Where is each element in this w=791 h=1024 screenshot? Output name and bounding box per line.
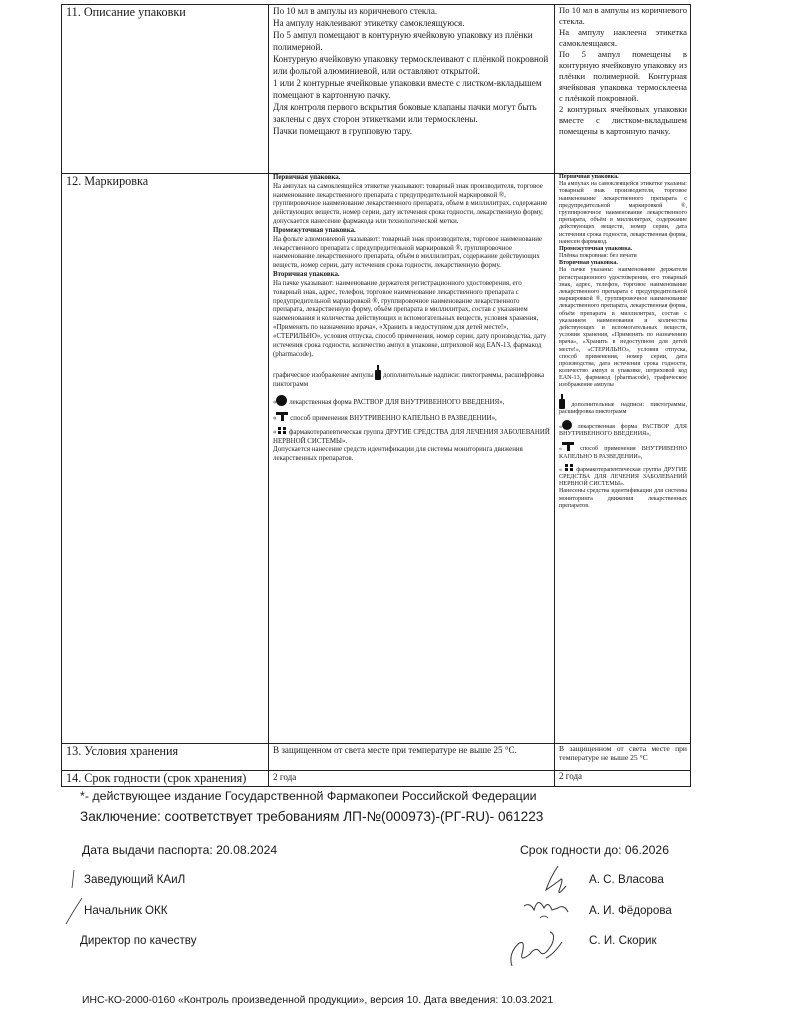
table-row: [62, 5, 691, 174]
table-row: [62, 744, 691, 771]
primary-pack-heading: Первичная упаковка.: [559, 174, 619, 180]
signer-name: А. И. Фёдорова: [589, 904, 672, 917]
expiry-date: Срок годности до: 06.2026: [520, 843, 669, 857]
packaging-result-text: По 10 мл в ампулы из коричневого стекла.: [559, 5, 687, 26]
marking-result-text: дополнительные надписи: пиктограммы, расшифровка пиктограмм: [559, 394, 687, 416]
storage-result: В защищенном от света месте при температуре не выше 25 °С: [555, 744, 691, 771]
shelf-life-result: 2 года: [555, 771, 691, 787]
marking-text: « лекарственная форма РАСТВОР ДЛЯ ВНУТРИВЕННОГО ВВЕДЕНИЯ»,: [273, 395, 551, 408]
conclusion: Заключение: соответствует требованиям ЛП-№(000973)-(РГ-RU)- 061223: [80, 809, 544, 824]
drip-pictogram-icon: [276, 412, 288, 421]
marking-text: На пачке указывают: наименование держателя регистрационного удостоверения, его товарный знак, адрес, телефон, торговое наименование лекарственного препарата с предупредительной маркировкой ®, группировочное наименование лекарственного препарата, лекарственную форму, объём препарата в миллилитрах, состав с указанием наименования и количества действующих и вспомогательных веществ, условия хранения, «Применять по назначению врача», «Хранить в недоступном для детей месте!», «СТЕРИЛЬНО», условия отпуска, способ применения, номер серии, дату производства, дату истечения срока годности, количество ампул в упаковке, штриховой код EAN-13, фармакод (pharmacode),: [273, 279, 547, 358]
signature-marks: [60, 862, 100, 932]
marking-text: Допускается нанесение средств идентификации для системы мониторинга движения лекарственных препаратов.: [273, 446, 523, 463]
packaging-text: По 5 ампул помещают в контурную ячейковую упаковку из плёнки полимерной.: [273, 30, 533, 52]
shelf-life-requirement: 2 года: [269, 771, 555, 787]
marking-text: « способ применения ВНУТРИВЕННО КАПЕЛЬНО В РАЗВЕДЕНИИ»,: [273, 412, 551, 424]
marking-text: графическое изображение ампулы дополнительные надписи: пиктограммы, расшифровка пиктограмм: [273, 365, 551, 390]
secondary-pack-heading: Вторичная упаковка.: [273, 271, 340, 279]
primary-pack-heading: Первичная упаковка.: [273, 174, 341, 181]
marking-text: На фольге алюминиевой указывают: товарный знак производителя, торговое наименование лекарственного препарата с предупредительной маркировкой ®, группировочное наименование лекарственного препарата, объём в миллилитрах, содержание действующих веществ, номер серии, дату истечения срока годности, лекарственную форму.: [273, 235, 542, 270]
footnote: *- действующее издание Государственной Фармакопеи Российской Федерации: [80, 789, 537, 803]
row-label-marking: 12. Маркировка: [62, 174, 269, 744]
intermediate-pack-heading: Промежуточная упаковка.: [559, 245, 633, 252]
marking-text: На ампулах на самоклеящейся этикетке указывают: товарный знак производителя, торговое наименование лекарственного препарата с предупредительной маркировкой ®, группировочное наименование лекарственного препарата, объем в миллилитрах, содержание действующих веществ, номер серии, дату истечения срока годности, лекарственную форму, допускается нанесение фармакода или технологической метки.: [273, 182, 548, 226]
packaging-text: 1 или 2 контурные ячейковые упаковки вместе с листком-вкладышем помещают в картонную пачку.: [273, 78, 542, 100]
pharmacotherapeutic-pictogram-icon: [278, 427, 287, 434]
marking-result-text: На ампулах на самоклеящейся этикетке указаны: товарный знак производителя, торговое наименование лекарственного препарата с предупредительной маркировкой ®, группировочное наименование лекарственного препарата, объём в миллилитрах, содержание действующих веществ, номер серии, дата истечения срока годности, лекарственная форма, нанесен фармакод.: [559, 181, 687, 245]
signer-role: Директор по качеству: [80, 934, 197, 947]
table-row: [62, 771, 691, 787]
packaging-text: Пачки помещают в групповую тару.: [273, 126, 412, 136]
signer-name: А. С. Власова: [589, 873, 664, 886]
handwritten-signature-icon: [500, 858, 600, 978]
signer-name: С. И. Скорик: [589, 934, 657, 947]
dosage-form-pictogram-icon: [276, 395, 287, 406]
packaging-text: Для контроля первого вскрытия боковые клапаны пачки могут быть заклены с двух сторон этикетками или термосклены.: [273, 102, 537, 124]
packaging-result-text: 2 контурных ячейковых упаковки вместе с листком-вкладышем помещены в картонную пачку.: [559, 104, 687, 136]
drip-pictogram-icon: [562, 442, 574, 451]
marking-result-text: Плёнка покровная: без печати: [559, 253, 637, 260]
document-code: ИНС-КО-2000-0160 «Контроль произведенной продукции», версия 10. Дата введения: 10.03.2021: [82, 995, 554, 1006]
signer-role: Начальник ОКК: [84, 904, 168, 917]
packaging-result-text: На ампулу наклеена этикетка самоклеящаяся.: [559, 27, 687, 48]
marking-result-text: Нанесены средства идентификации для системы мониторинга движения лекарственных препаратов.: [559, 488, 687, 509]
packaging-result: [555, 5, 691, 174]
packaging-requirement: [269, 5, 555, 174]
marking-result-text: « фармакотерапевтическая группа ДРУГИЕ СРЕДСТВА ДЛЯ ЛЕЧЕНИЯ ЗАБОЛЕВАНИЙ НЕРВНОЙ СИСТЕМЫ».: [559, 464, 687, 489]
row-label-packaging: 11. Описание упаковки: [62, 5, 269, 174]
issue-date: Дата выдачи паспорта: 20.08.2024: [82, 843, 278, 857]
marking-requirement: [269, 174, 555, 744]
packaging-text: По 10 мл в ампулы из коричневого стекла.: [273, 6, 438, 16]
storage-requirement: В защищенном от света месте при температуре не выше 25 °С.: [269, 744, 555, 771]
specification-table: [61, 4, 691, 787]
ampoule-icon: [559, 394, 565, 409]
packaging-result-text: По 5 ампул помещены в контурную ячейковую упаковку из плёнки полимерной. Контурная ячейковая упаковка термосклеена с плёнкой покровной.: [559, 49, 687, 103]
intermediate-pack-heading: Промежуточная упаковка.: [273, 226, 356, 234]
marking-result-text: « лекарственная форма РАСТВОР ДЛЯ ВНУТРИВЕННОГО ВВЕДЕНИЯ»,: [559, 420, 687, 438]
marking-result-text: На пачке указаны: наименование держателя регистрационного удостоверения, его товарный знак, адрес, телефон, торговое наименование лекарственного препарата с предупредительной маркировкой ®, группировочное наименование лекарственного препарата, лекарственная форма, объём препарата в миллилитрах, состав с указанием наименования и количества действующих и вспомогательных веществ, условия хранения, «Применять по назначению врача», «Хранить в недоступном для детей месте!», «СТЕРИЛЬНО», условия отпуска, способ применения, номер серии, дата производства, дата истечения срока годности, количество ампул в упаковке, штриховой код EAN-13, фармакод (pharmacode), графическое изображение ампулы: [559, 267, 687, 389]
secondary-pack-heading: Вторичная упаковка.: [559, 260, 618, 267]
dosage-form-pictogram-icon: [562, 420, 572, 430]
marking-result-text: « способ применения ВНУТРИВЕННО КАПЕЛЬНО В РАЗВЕДЕНИИ»,: [559, 442, 687, 460]
packaging-text: Контурную ячейковую упаковку термосклеивают с плёнкой покровной или фольгой алюминиевой, или оставляют открытой.: [273, 54, 549, 76]
marking-text: « фармакотерапевтическая группа ДРУГИЕ СРЕДСТВА ДЛЯ ЛЕЧЕНИЯ ЗАБОЛЕВАНИЙ НЕРВНОЙ СИСТЕМЫ».: [273, 428, 550, 445]
signer-role: Заведующий КАиЛ: [84, 873, 186, 886]
packaging-text: На ампулу наклеивают этикетку самоклеящуюся.: [273, 18, 465, 28]
row-label-storage: 13. Условия хранения: [62, 744, 269, 771]
marking-result: [555, 174, 691, 744]
ampoule-icon: [375, 365, 381, 380]
table-row: [62, 174, 691, 744]
row-label-shelf-life: 14. Срок годности (срок хранения): [62, 771, 269, 787]
pharmacotherapeutic-pictogram-icon: [565, 464, 574, 471]
